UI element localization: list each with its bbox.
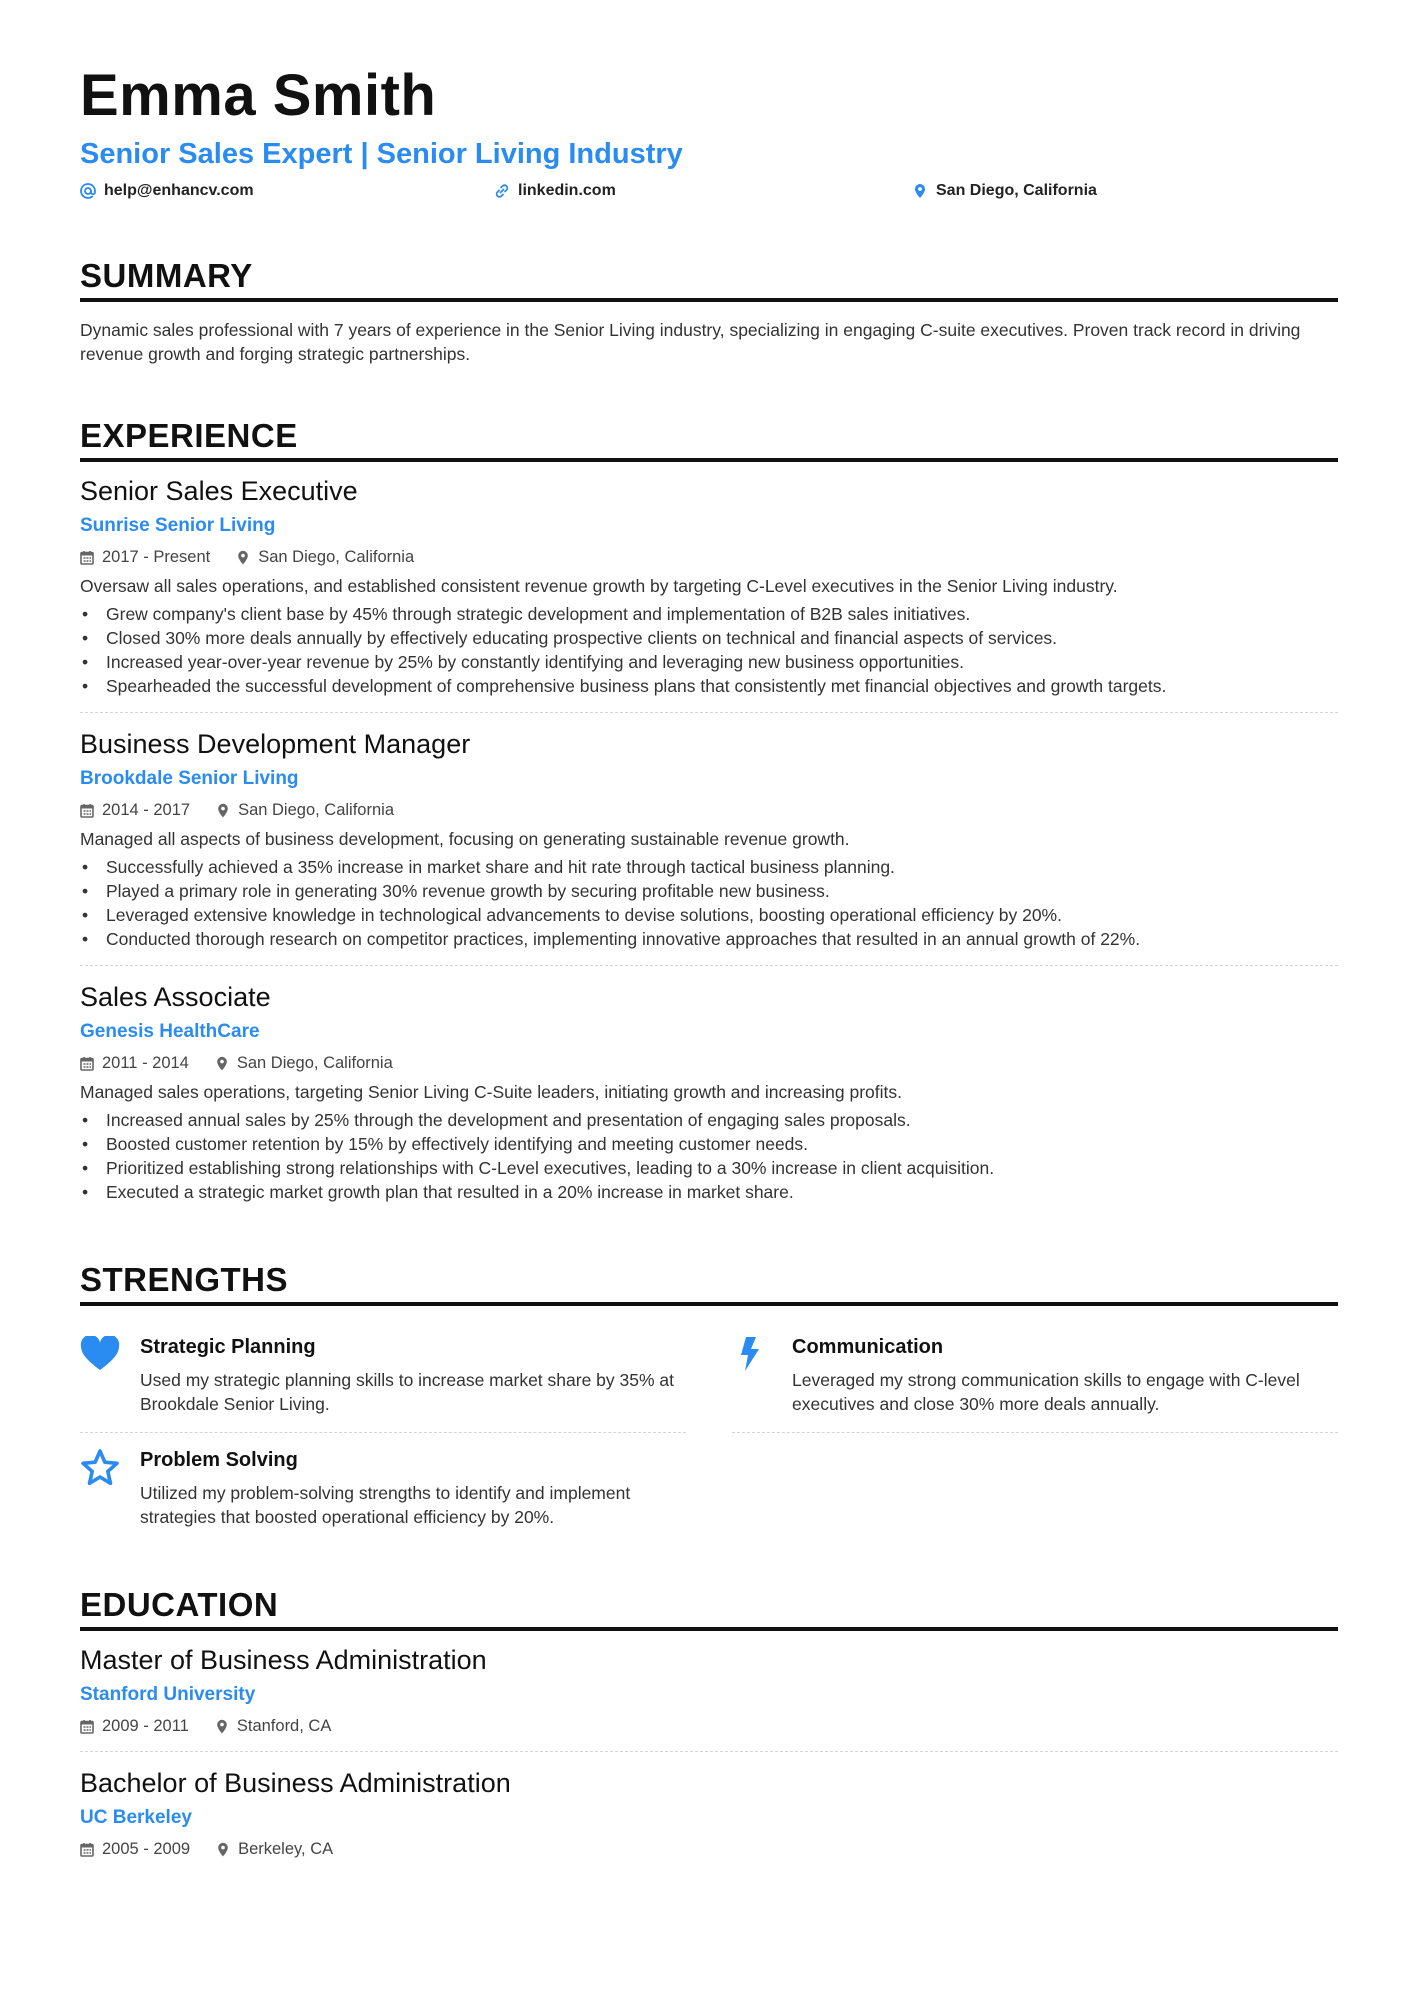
job-dates-text: 2017 - Present: [102, 548, 211, 566]
contact-email[interactable]: [80, 182, 254, 200]
education-meta: [80, 1715, 1338, 1737]
education-location-text: Berkeley, CA: [238, 1840, 334, 1858]
strength-item: [80, 1320, 686, 1433]
job-achievements: [80, 855, 1338, 951]
education-location: [215, 1715, 331, 1737]
bolt-icon: [732, 1336, 772, 1372]
company-name: Genesis HealthCare: [80, 1021, 260, 1042]
calendar-icon: [80, 1719, 94, 1734]
contact-location: [912, 182, 1097, 200]
company-name: Brookdale Senior Living: [80, 768, 299, 789]
job-location: [236, 546, 414, 568]
contact-email-text: help@enhancv.com: [104, 182, 254, 199]
job-description: Managed all aspects of business development, focusing on generating sustainable revenue growth.: [80, 829, 850, 849]
contact-linkedin[interactable]: [494, 182, 616, 200]
achievement-item: • Boosted customer retention by 15% by effectively identifying and meeting customer needs.: [80, 1132, 1338, 1156]
calendar-icon: [80, 1842, 94, 1857]
achievement-item: • Prioritized establishing strong relationships with C-Level executives, leading to a 30% increase in client acquisition.: [80, 1156, 1338, 1180]
experience-section: [80, 416, 1338, 1218]
job-description: Managed sales operations, targeting Senior Living C-Suite leaders, initiating growth and increasing profits.: [80, 1082, 902, 1102]
calendar-icon: [80, 550, 94, 565]
education-dates: [80, 1838, 190, 1860]
experience-heading: EXPERIENCE: [80, 416, 1338, 462]
strength-item: [732, 1320, 1338, 1433]
education-section: [80, 1585, 1338, 1874]
achievement-item: • Grew company's client base by 45% through strategic development and implementation of B2B sales initiatives.: [80, 602, 1338, 626]
job-location-text: San Diego, California: [236, 1054, 393, 1072]
education-location: [216, 1838, 333, 1860]
link-icon: [494, 183, 510, 199]
summary-text: Dynamic sales professional with 7 years of experience in the Senior Living industry, specializing in engaging C-suite executives. Proven track record in driving revenue growth and forging strategic partnerships.: [80, 320, 1301, 364]
strengths-heading: STRENGTHS: [80, 1260, 1338, 1306]
strength-title: Problem Solving: [140, 1449, 298, 1471]
location-icon: [215, 1719, 229, 1734]
degree-title: Bachelor of Business Administration: [80, 1768, 511, 1798]
job-title: Business Development Manager: [80, 729, 471, 759]
job-dates: [80, 799, 190, 821]
job-meta: [80, 1052, 1338, 1074]
education-entry: [80, 1751, 1338, 1874]
experience-entry: [80, 712, 1338, 965]
achievement-item: • Spearheaded the successful development of comprehensive business plans that consistently met financial objectives and growth targets.: [80, 674, 1338, 698]
education-heading: EDUCATION: [80, 1585, 1338, 1631]
job-location-text: San Diego, California: [238, 801, 394, 819]
job-title: Sales Associate: [80, 982, 271, 1012]
strength-item: [80, 1433, 686, 1545]
candidate-title: Senior Sales Expert | Senior Living Industry: [80, 138, 683, 170]
strength-description: Leveraged my strong communication skills to engage with C-level executives and close 30% more deals annually.: [792, 1370, 1300, 1414]
contact-linkedin-text: linkedin.com: [518, 182, 616, 199]
candidate-name: Emma Smith: [80, 63, 437, 128]
job-dates-text: 2011 - 2014: [102, 1054, 189, 1072]
location-icon: [215, 1056, 229, 1071]
job-achievements: [80, 1108, 1338, 1204]
resume-content: [80, 62, 1338, 1874]
strength-title: Communication: [792, 1336, 944, 1358]
school-name: UC Berkeley: [80, 1807, 192, 1828]
experience-entry: [80, 965, 1338, 1218]
job-description: Oversaw all sales operations, and established consistent revenue growth by targeting C-Level executives in the Senior Living industry.: [80, 576, 1118, 596]
job-location: [216, 799, 394, 821]
achievement-item: • Leveraged extensive knowledge in technological advancements to devise solutions, boosting operational efficiency by 20%.: [80, 903, 1338, 927]
summary-heading: SUMMARY: [80, 256, 1338, 302]
education-location-text: Stanford, CA: [236, 1717, 332, 1735]
job-dates: [80, 546, 210, 568]
education-dates-text: 2009 - 2011: [102, 1717, 189, 1735]
experience-entry: [80, 462, 1338, 712]
job-meta: [80, 546, 1338, 568]
calendar-icon: [80, 803, 94, 818]
achievement-item: • Increased annual sales by 25% through the development and presentation of engaging sales proposals.: [80, 1108, 1338, 1132]
degree-title: Master of Business Administration: [80, 1645, 487, 1675]
education-meta: [80, 1838, 1338, 1860]
contact-bar: [80, 182, 1338, 208]
experience-list: [80, 462, 1338, 1218]
job-title: Senior Sales Executive: [80, 476, 358, 506]
achievement-item: • Conducted thorough research on competitor practices, implementing innovative approaches that resulted in an annual growth of 22%.: [80, 927, 1338, 951]
strengths-grid: [80, 1320, 1338, 1545]
star-icon: [80, 1449, 120, 1485]
education-entry: [80, 1631, 1338, 1751]
strength-title: Strategic Planning: [140, 1336, 316, 1358]
location-icon: [236, 550, 250, 565]
calendar-icon: [80, 1056, 94, 1071]
contact-location-text: San Diego, California: [936, 182, 1097, 199]
at-icon: [80, 183, 96, 199]
job-achievements: [80, 602, 1338, 698]
achievement-item: • Executed a strategic market growth plan that resulted in a 20% increase in market share.: [80, 1180, 1338, 1204]
education-dates: [80, 1715, 189, 1737]
summary-section: [80, 256, 1338, 366]
job-dates-text: 2014 - 2017: [102, 801, 191, 819]
achievement-item: • Closed 30% more deals annually by effectively educating prospective clients on technical and financial aspects of services.: [80, 626, 1338, 650]
job-location: [215, 1052, 393, 1074]
achievement-item: • Played a primary role in generating 30% revenue growth by securing profitable new business.: [80, 879, 1338, 903]
company-name: Sunrise Senior Living: [80, 515, 276, 536]
achievement-item: • Increased year-over-year revenue by 25% by constantly identifying and leveraging new business opportunities.: [80, 650, 1338, 674]
heart-icon: [80, 1336, 120, 1372]
location-icon: [912, 183, 928, 199]
location-icon: [216, 803, 230, 818]
job-meta: [80, 799, 1338, 821]
strength-description: Used my strategic planning skills to increase market share by 35% at Brookdale Senior Living.: [140, 1370, 674, 1414]
strengths-section: [80, 1260, 1338, 1545]
achievement-item: • Successfully achieved a 35% increase in market share and hit rate through tactical business planning.: [80, 855, 1338, 879]
education-list: [80, 1631, 1338, 1874]
job-dates: [80, 1052, 189, 1074]
school-name: Stanford University: [80, 1684, 256, 1705]
strength-description: Utilized my problem-solving strengths to identify and implement strategies that boosted operational efficiency by 20%.: [140, 1483, 631, 1527]
job-location-text: San Diego, California: [258, 548, 415, 566]
location-icon: [216, 1842, 230, 1857]
education-dates-text: 2005 - 2009: [102, 1840, 191, 1858]
